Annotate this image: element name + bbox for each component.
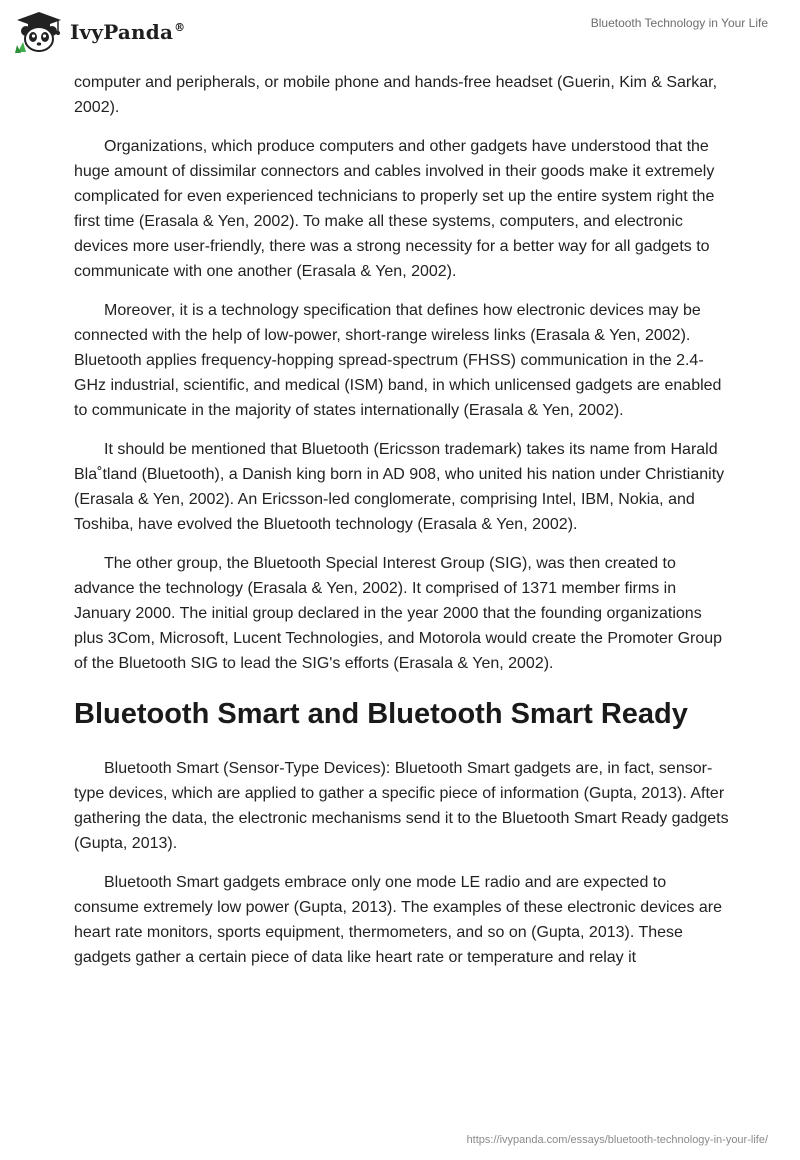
paragraph: Bluetooth Smart gadgets embrace only one mode LE radio and are expected to consume extremely low power (Gupta, 2013). The examples of these electronic devices are heart rate monitors, sports equipment, thermometers, and so on (Gupta, 2013). These gadgets gather a certain piece of data like heart rate or temperature and relay it [74,874,723,966]
document-title: Bluetooth Technology in Your Life [590,16,768,30]
section-heading: Bluetooth Smart and Bluetooth Smart Ready [74,698,688,730]
paragraph: computer and peripherals, or mobile phone and hands-free headset (Guerin, Kim & Sarkar, 2002). [74,74,718,116]
article-body [74,70,734,984]
paragraph: The other group, the Bluetooth Special Interest Group (SIG), was then created to advance the technology (Erasala & Yen, 2002). It comprised of 1371 member firms in January 2000. The initial group declared in the year 2000 that the founding organizations plus 3Com, Microsoft, Lucent Technologies, and Motorola would create the Promoter Group of the Bluetooth SIG to lead the SIG's efforts (Erasala & Yen, 2002). [74,555,723,672]
paragraph: Organizations, which produce computers and other gadgets have understood that the huge amount of dissimilar connectors and cables involved in their goods make it extremely complicated for even experienced technicians to properly set up the entire system right the first time (Erasala & Yen, 2002). To make all these systems, computers, and electronic devices more user-friendly, there was a strong necessity for a better way for all gadgets to communicate with one another (Erasala & Yen, 2002). [74,138,715,280]
panda-graduate-icon [14,10,64,54]
paragraph: Bluetooth Smart (Sensor-Type Devices): Bluetooth Smart gadgets are, in fact, sensor-type devices, which are applied to gather a specific piece of information (Gupta, 2013). After gathering the data, the electronic mechanisms send it to the Bluetooth Smart Ready gadgets (Gupta, 2013). [74,760,729,852]
brand-name: IvyPanda® [70,20,186,44]
paragraph: It should be mentioned that Bluetooth (Ericsson trademark) takes its name from Harald Bla˚tland (Bluetooth), a Danish king born in AD 908, who united his nation under Christianity (Erasala & Yen, 2002). An Ericsson-led conglomerate, comprising Intel, IBM, Nokia, and Toshiba, have evolved the Bluetooth technology (Erasala & Yen, 2002). [74,441,725,533]
page-header [0,0,800,64]
brand-logo[interactable] [14,10,185,54]
source-url-link[interactable]: https://ivypanda.com/essays/bluetooth-technology-in-your-life/ [466,1134,768,1146]
paragraph: Moreover, it is a technology specification that defines how electronic devices may be connected with the help of low-power, short-range wireless links (Erasala & Yen, 2002). Bluetooth applies frequency-hopping spread-spectrum (FHSS) communication in the 2.4-GHz industrial, scientific, and medical (ISM) band, in which unlicensed gadgets are enabled to communicate in the majority of states internationally (Erasala & Yen, 2002). [74,302,722,419]
